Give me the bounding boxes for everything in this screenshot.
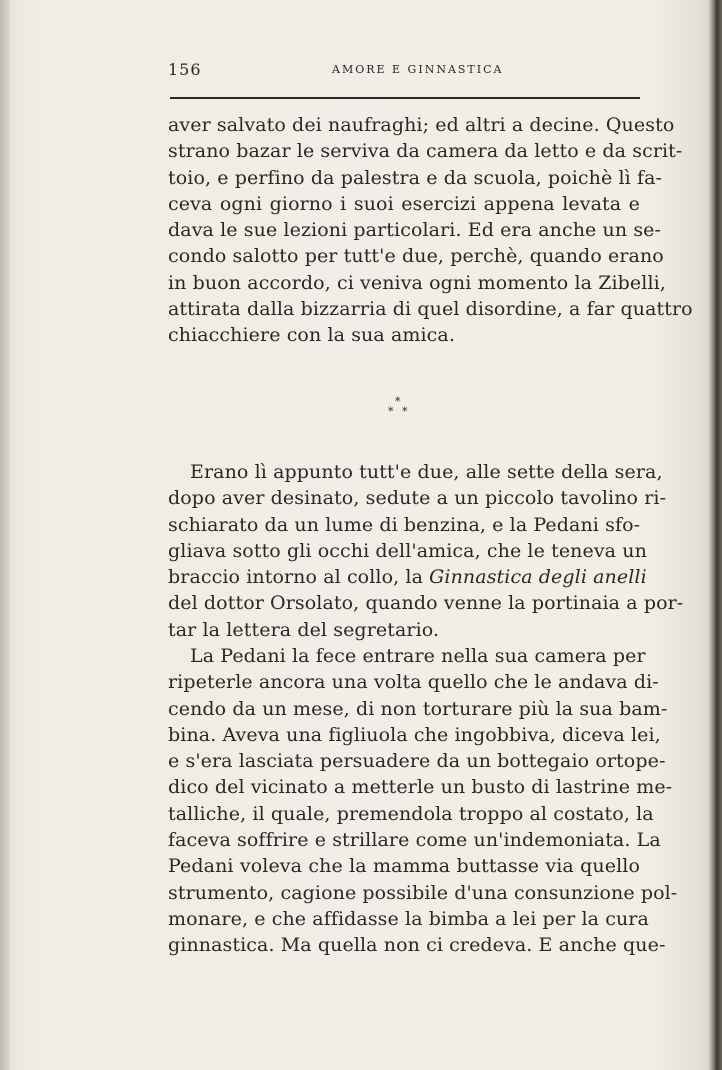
text-line: dava le sue lezioni particolari. Ed era anche un se- [168, 219, 662, 242]
running-head [168, 60, 640, 82]
section-break-asterism [386, 388, 426, 428]
paragraph-2 [168, 459, 684, 643]
book-title: AMORE E GINNASTICA [332, 63, 504, 76]
text-line: cendo da un mese, di non torturare più la sua bam- [168, 697, 668, 720]
text-line: schiarato da un lume di benzina, e la Pedani sfo- [168, 513, 641, 536]
asterism-star: * [402, 405, 408, 418]
header-rule [170, 97, 640, 99]
paragraph-1 [168, 112, 693, 349]
asterism-star: * [395, 395, 401, 408]
text-line: del dottor Orsolato, quando venne la portinaia a por- [168, 592, 684, 615]
text-fragment: braccio intorno al collo, la [168, 566, 430, 589]
text-line: in buon accordo, ci veniva ogni momento la Zibelli, [168, 271, 666, 294]
text-line: strumento, cagione possibile d'una consunzione pol- [168, 881, 678, 904]
text-line: e s'era lasciata persuadere da un bottegaio ortope- [168, 750, 666, 773]
text-line: tar la lettera del segretario. [168, 618, 440, 641]
text-line: Erano lì appunto tutt'e due, alle sette della sera, [190, 461, 663, 483]
text-line: bina. Aveva una figliuola che ingobbiva, diceva lei, [168, 723, 661, 746]
text-line: strano bazar le serviva da camera da letto e da scrit- [168, 140, 683, 163]
text-line: toio, e perfino da palestra e da scuola, poichè lì fa- [168, 166, 663, 189]
asterism-star: * [388, 405, 394, 418]
text-line: talliche, il quale, premendola troppo al costato, la [168, 802, 654, 825]
text-line: ripeterle ancora una volta quello che le andava di- [168, 671, 659, 694]
paragraph-3 [168, 643, 678, 959]
text-line: Pedani voleva che la mamma buttasse via quello [168, 855, 640, 878]
text-line: faceva soffrire e strillare come un'indemoniata. La [168, 829, 661, 852]
text-line: gliava sotto gli occhi dell'amica, che le teneva un [168, 539, 647, 562]
page-number: 156 [168, 60, 202, 79]
italic-book-title: Ginnastica degli anelli [429, 566, 647, 589]
text-line: La Pedani la fece entrare nella sua camera per [190, 645, 646, 667]
text-line: dopo aver desinato, sedute a un piccolo tavolino ri- [168, 487, 667, 510]
text-line: dico del vicinato a metterle un busto di lastrine me- [168, 776, 673, 799]
text-line: aver salvato dei naufraghi; ed altri a decine. Questo [168, 114, 675, 136]
page-edge-shadow [708, 0, 722, 1070]
text-line-with-title [168, 564, 647, 590]
page-gutter-shadow [0, 0, 10, 1070]
text-line: ceva ogni giorno i suoi esercizi appena levata e [168, 192, 640, 215]
text-line: condo salotto per tutt'e due, perchè, quando erano [168, 245, 664, 268]
text-line: monare, e che affidasse la bimba a lei per la cura [168, 907, 649, 930]
text-line: ginnastica. Ma quella non ci credeva. E anche que- [168, 934, 666, 957]
text-line: chiacchiere con la sua amica. [168, 324, 455, 347]
text-line: attirata dalla bizzarria di quel disordine, a far quattro [168, 298, 693, 321]
